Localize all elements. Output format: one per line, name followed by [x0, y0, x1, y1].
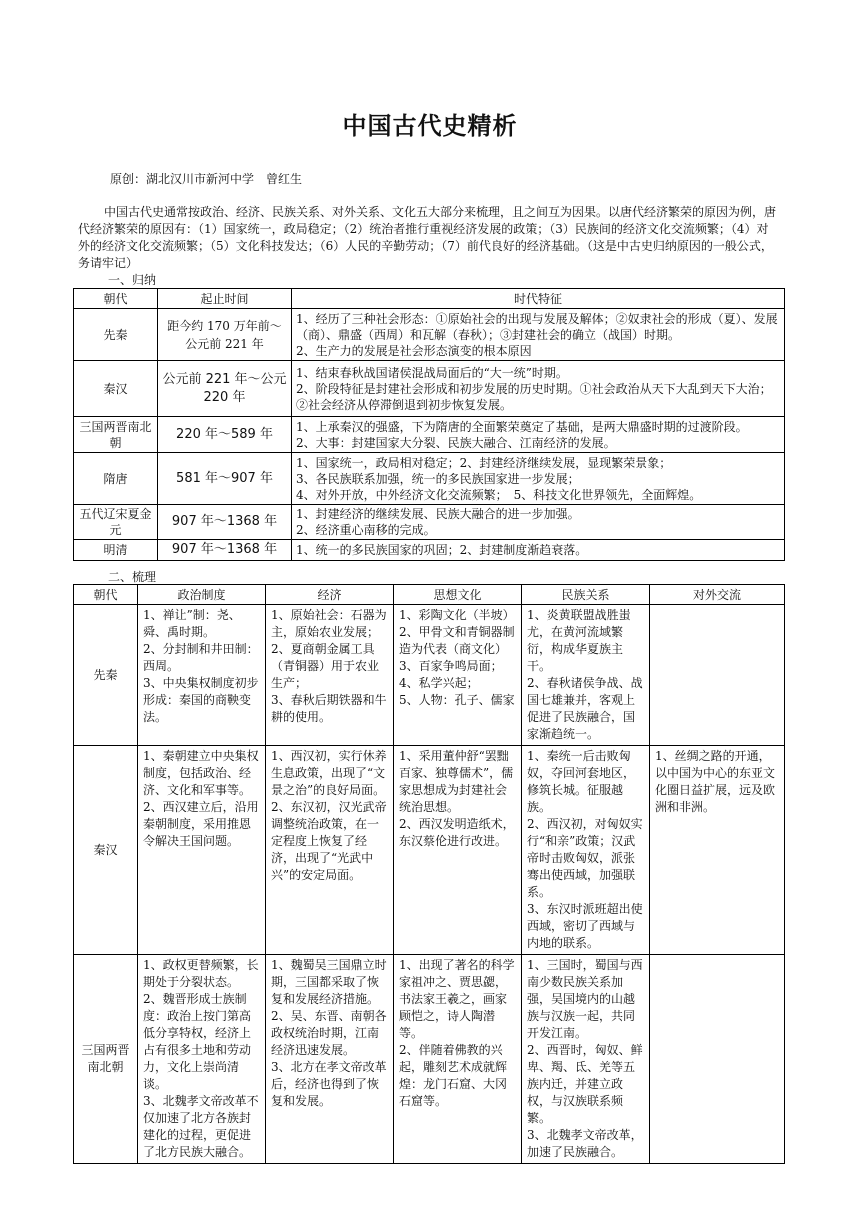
cell-line: 1、西汉初，实行休养生息政策，出现了“文景之治”的良好局面。	[271, 749, 387, 797]
table-row	[74, 540, 785, 561]
cell-line: 2、春秋诸侯争战、战国七雄兼并，客观上促进了民族融合，国家渐趋统一。	[527, 676, 643, 741]
cell-line: 2、吴、东晋、南朝各政权统治时期，江南经济迅速发展。	[271, 1009, 387, 1057]
dynasty-cell: 秦汉	[74, 746, 138, 955]
cell-line: 3、春秋后期铁器和牛耕的使用。	[271, 693, 387, 724]
economy-cell	[266, 746, 394, 955]
dynasty-cell: 三国两晋南北朝	[74, 955, 138, 1164]
feature-line: 2、生产力的发展是社会形态演变的根本原因	[296, 343, 532, 358]
cell-line: 3、北魏孝文帝改革，加速了民族融合。	[527, 1128, 643, 1159]
time-cell: 公元前 221 年～公元 220 年	[158, 361, 292, 417]
cell-line: 1、魏蜀吴三国鼎立时期，三国都采取了恢复和发展经济措施。	[271, 958, 387, 1006]
header-ethnic: 民族关系	[522, 585, 650, 605]
cell-line: 4、私学兴起；	[399, 676, 479, 690]
cell-line: 1、采用董仲舒“罢黜百家、独尊儒术”，儒家思想成为封建社会统治思想。	[399, 749, 514, 814]
politics-cell	[138, 746, 266, 955]
dynasty-cell: 先秦	[74, 309, 158, 361]
cell-line: 2、伴随着佛教的兴起，雕刻艺术成就辉煌：龙门石窟、大冈石窟等。	[399, 1043, 508, 1108]
foreign-cell	[650, 955, 785, 1164]
cell-line: 1、政权更替频繁，长期处于分裂状态。	[143, 958, 259, 989]
dynasty-cell: 明清	[74, 540, 158, 561]
table-row	[74, 361, 785, 417]
table-row	[74, 417, 785, 453]
feature-line: 1、经历了三种社会形态：①原始社会的出现与发展及解体；②奴隶社会的形成（夏）、发展（商）、鼎盛（西周）和瓦解（春秋）；③封建社会的确立（战国）时期。	[296, 311, 778, 342]
cell-line: 2、东汉初，汉光武帝调整统治政策，在一定程度上恢复了经济，出现了“光武中兴”的安定局面。	[271, 800, 387, 882]
cell-line: 3、中央集权制度初步形成：秦国的商鞅变法。	[143, 676, 259, 724]
cell-line: 2、西汉发明造纸术，东汉蔡伦进行改进。	[399, 817, 515, 848]
feature-line: 2、大事：封建国家大分裂、民族大融合、江南经济的发展。	[296, 435, 616, 450]
dynasty-cell: 隋唐	[74, 453, 158, 505]
economy-cell	[266, 605, 394, 746]
feature-line: 1、国家统一，政局相对稳定；2、封建经济继续发展，显现繁荣景象；	[296, 455, 672, 470]
feature-line: 1、统一的多民族国家的巩固；2、封建制度渐趋衰落。	[296, 543, 588, 557]
cell-line: 3、北魏孝文帝改革不仅加速了北方各族封建化的过程，更促进了北方民族大融合。	[143, 1094, 259, 1159]
header-features: 时代特征	[292, 289, 785, 309]
cell-line: 3、北方在孝文帝改革后，经济也得到了恢复和发展。	[271, 1060, 387, 1108]
cell-line: 3、百家争鸣局面；	[399, 659, 503, 673]
header-dynasty: 朝代	[74, 585, 138, 605]
feature-line: 2、阶段特征是封建社会形成和初步发展的历史时期。①社会政治从天下大乱到天下大治；②社会经济从停滞倒退到初步恢复发展。	[296, 381, 772, 412]
time-cell: 581 年～907 年	[158, 453, 292, 505]
cell-line: 2、分封制和井田制：西周。	[143, 642, 259, 673]
summary-table	[73, 288, 785, 561]
cell-line: 2、夏商朝金属工具（青铜器）用于农业生产；	[271, 642, 380, 690]
cell-line: 1、炎黄联盟战胜蚩尤，在黄河流域繁衍，构成华夏族主干。	[527, 608, 631, 673]
dynasty-cell: 先秦	[74, 605, 138, 746]
cell-line: 2、魏晋形成士族制度：政治上按门第高低分享特权，经济上占有很多土地和劳动力，文化上崇尚清谈。	[143, 992, 252, 1091]
table-row	[74, 955, 785, 1164]
dynasty-cell: 三国两晋南北朝	[74, 417, 158, 453]
economy-cell	[266, 955, 394, 1164]
cell-line: 1、禅让”制：尧、舜、禹时期。	[143, 608, 241, 639]
features-cell	[292, 505, 785, 540]
header-politics: 政治制度	[138, 585, 266, 605]
cell-line: 2、西晋时，匈奴、鲜卑、羯、氐、羌等五族内迁，并建立政权，与汉族联系频繁。	[527, 1043, 643, 1125]
cell-line: 1、原始社会：石器为主，原始农业发展；	[271, 608, 387, 639]
feature-line: 1、封建经济的继续发展、民族大融合的进一步加强。	[296, 507, 580, 521]
features-cell	[292, 417, 785, 453]
politics-cell	[138, 955, 266, 1164]
feature-line: 1、结束春秋战国诸侯混战局面后的“大一统”时期。	[296, 365, 568, 380]
author-line: 原创：湖北汉川市新河中学 曾红生	[110, 172, 303, 186]
feature-line: 4、对外开放，中外经济文化交流频繁； 5、科技文化世界领先，全面辉煌。	[296, 487, 702, 502]
cell-line: 3、东汉时派班超出使西域，密切了西域与内地的联系。	[527, 902, 643, 950]
cell-line: 1、丝绸之路的开通，以中国为中心的东亚文化圈日益扩展，远及欧洲和非洲。	[655, 749, 776, 814]
table-row	[74, 309, 785, 361]
header-economy: 经济	[266, 585, 394, 605]
time-cell: 907 年～1368 年	[158, 540, 292, 561]
cell-line: 1、秦朝建立中央集权制度，包括政治、经济、文化和军事等。	[143, 749, 259, 797]
ethnic-cell	[522, 746, 650, 955]
page-title: 中国古代史精析	[342, 112, 518, 140]
cell-line: 1、彩陶文化（半坡）	[399, 608, 515, 622]
features-cell	[292, 540, 785, 561]
table-row	[74, 746, 785, 955]
feature-line: 2、经济重心南移的完成。	[296, 523, 436, 537]
time-cell: 距今约 170 万年前～公元前 221 年	[158, 309, 292, 361]
cell-line: 2、西汉建立后，沿用秦朝制度，采用推恩令解决王国问题。	[143, 800, 259, 848]
features-cell	[292, 309, 785, 361]
header-foreign: 对外交流	[650, 585, 785, 605]
time-cell: 220 年～589 年	[158, 417, 292, 453]
table-row	[74, 505, 785, 540]
cell-line: 1、秦统一后击败匈奴，夺回河套地区，修筑长城。征服越族。	[527, 749, 636, 814]
cell-line: 5、人物：孔子、儒家	[399, 693, 515, 707]
dynasty-cell: 秦汉	[74, 361, 158, 417]
cell-line: 2、西汉初，对匈奴实行“和亲”政策；汉武帝时击败匈奴，派张骞出使西域，加强联系。	[527, 817, 643, 899]
culture-cell	[394, 746, 522, 955]
cell-line: 1、出现了著名的科学家祖冲之、贾思勰，书法家王羲之，画家顾恺之，诗人陶潜等。	[399, 958, 515, 1040]
politics-cell	[138, 605, 266, 746]
features-cell	[292, 361, 785, 417]
foreign-cell	[650, 746, 785, 955]
feature-line: 1、上承秦汉的强盛，下为隋唐的全面繁荣奠定了基础，是两大鼎盛时期的过渡阶段。	[296, 419, 748, 434]
header-time: 起止时间	[158, 289, 292, 309]
ethnic-cell	[522, 605, 650, 746]
cell-line: 2、甲骨文和青铜器制造为代表（商文化）	[399, 625, 515, 656]
feature-line: 3、各民族联系加强，统一的多民族国家进一步发展；	[296, 471, 580, 486]
section-title-review: 二、梳理	[108, 570, 157, 584]
table-row	[74, 453, 785, 505]
header-culture: 思想文化	[394, 585, 522, 605]
ethnic-cell	[522, 955, 650, 1164]
intro-paragraph: 中国古代史通常按政治、经济、民族关系、对外关系、文化五大部分来梳理，且之间互为因果。以唐代经济繁荣的原因为例，唐代经济繁荣的原因有：（1）国家统一，政局稳定；（2）统治者推行重视经济发展的政策；（3）民族间的经济文化交流频繁；（4）对外的经济文化交流频繁；（5）文化科技发达；（6）人民的辛勤劳动；（7）前代良好的经济基础。（这是中古史归纳原因的一般公式，务请牢记）	[78, 205, 777, 270]
features-cell	[292, 453, 785, 505]
culture-cell	[394, 955, 522, 1164]
review-table	[73, 584, 785, 1164]
header-dynasty: 朝代	[74, 289, 158, 309]
dynasty-cell: 五代辽宋夏金元	[74, 505, 158, 540]
table-header-row	[74, 585, 785, 605]
time-cell: 907 年～1368 年	[158, 505, 292, 540]
table-row	[74, 605, 785, 746]
cell-line: 1、三国时，蜀国与西南少数民族关系加强，吴国境内的山越族与汉族一起，共同开发江南。	[527, 958, 643, 1040]
foreign-cell	[650, 605, 785, 746]
section-title-summary: 一、归纳	[108, 273, 157, 287]
culture-cell	[394, 605, 522, 746]
table-header-row	[74, 289, 785, 309]
